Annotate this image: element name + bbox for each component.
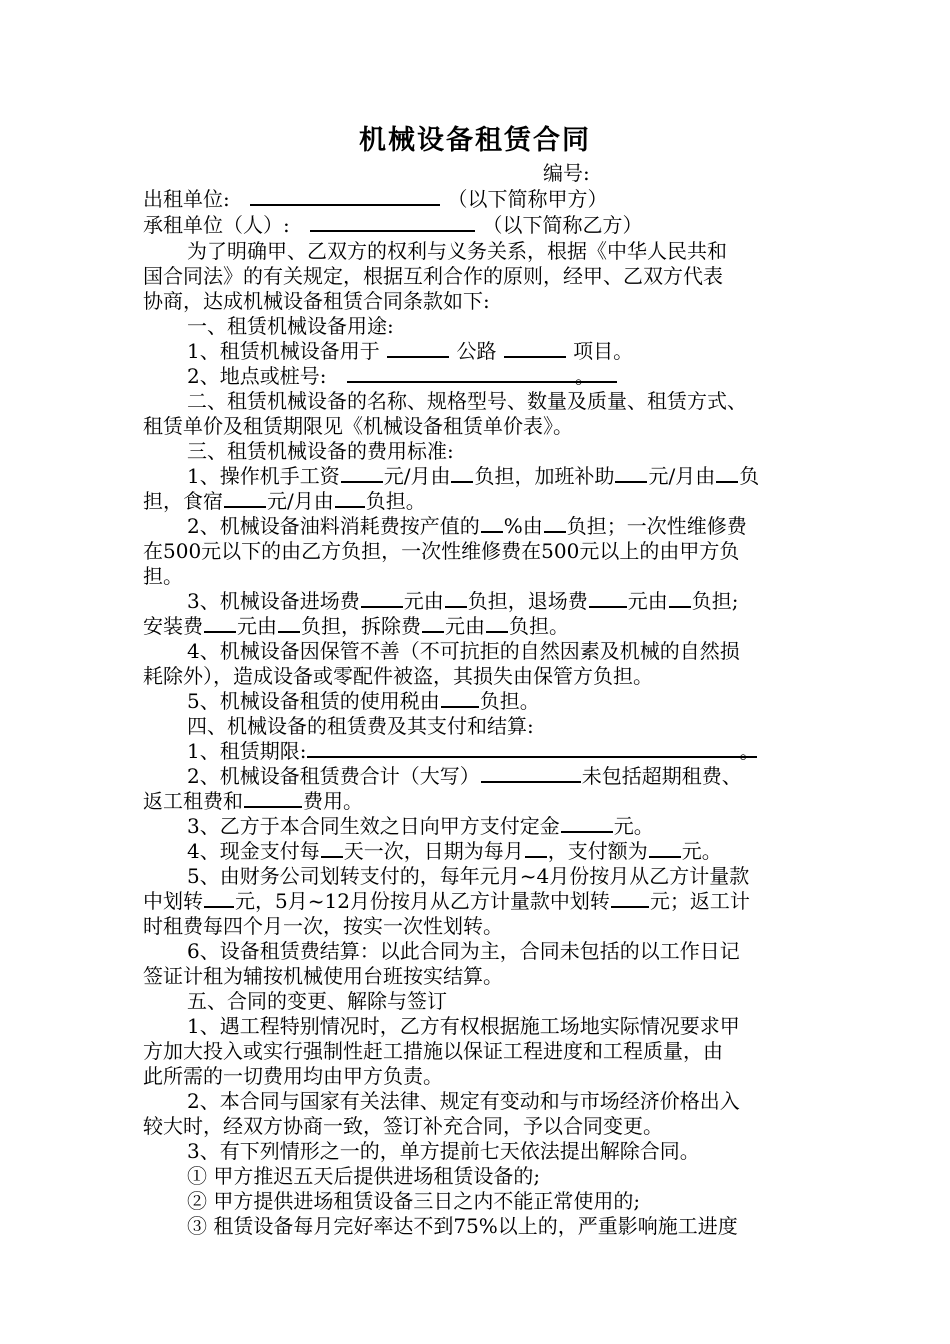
serial-number-label: 编号: — [543, 161, 590, 185]
clause-4-5-line-2 — [143, 888, 823, 914]
text: 元由 — [445, 614, 485, 638]
exit-payer-blank[interactable] — [669, 588, 691, 608]
text: 3、乙方于本合同生效之日向甲方支付定金 — [187, 814, 560, 838]
clause-1-2 — [143, 363, 867, 389]
clause-5-3-item-1: ① 甲方推迟五天后提供进场租赁设备的; — [187, 1164, 541, 1188]
tax-payer-blank[interactable] — [441, 688, 479, 708]
text: 3、机械设备进场费 — [187, 589, 360, 613]
text: 1、租赁期限: — [187, 739, 307, 763]
section-1-heading: 一、租赁机械设备用途: — [187, 314, 394, 338]
text: 负担; — [691, 589, 739, 613]
clause-3-5 — [143, 688, 867, 714]
clause-3-3-line-2 — [143, 613, 823, 639]
lessee-blank[interactable] — [310, 212, 475, 232]
clause-5-3: 3、有下列情形之一的，单方提前七天依法提出解除合同。 — [187, 1139, 700, 1163]
text: 天一次，日期为每月 — [343, 839, 524, 863]
entry-payer-blank[interactable] — [445, 588, 467, 608]
text: 元/月由 — [383, 464, 451, 488]
section-3-heading: 三、租赁机械设备的费用标准: — [187, 439, 454, 463]
clause-4-6-line-1: 6、设备租赁费结算：以此合同为主，合同未包括的以工作日记 — [187, 939, 740, 963]
text: 元由 — [627, 589, 668, 613]
removal-fee-blank[interactable] — [422, 613, 444, 633]
exit-fee-blank[interactable] — [589, 588, 627, 608]
text: 负 — [739, 464, 760, 488]
text: 返工租费和 — [143, 789, 243, 813]
pay-amount-blank[interactable] — [649, 838, 681, 858]
lease-term-blank[interactable] — [307, 738, 760, 763]
clause-5-3-item-2: ② 甲方提供进场租赁设备三日之内不能正常使用的; — [187, 1189, 641, 1213]
clause-4-1 — [143, 738, 867, 764]
project-label: 项目。 — [573, 339, 634, 363]
fuel-payer-blank[interactable] — [544, 513, 566, 533]
preamble-line-3: 协商，达成机械设备租赁合同条款如下: — [143, 289, 490, 313]
text: 负担。 — [479, 689, 540, 713]
lessor-label: 出租单位: — [143, 187, 230, 211]
pay-day-blank[interactable] — [525, 838, 547, 858]
clause-4-2-line-2 — [143, 788, 823, 814]
highway-label: 公路 — [456, 339, 497, 363]
text: 安装费 — [143, 614, 203, 638]
section-4-heading: 四、机械设备的租赁费及其支付和结算: — [187, 714, 534, 738]
clause-3-3-line-1 — [143, 588, 867, 614]
clause-3-2-line-3: 担。 — [143, 564, 183, 588]
clause-3-2-line-1 — [143, 513, 867, 539]
clause-4-3 — [143, 813, 867, 839]
text: 元由 — [403, 589, 444, 613]
text: 1、操作机手工资 — [187, 464, 340, 488]
overtime-blank[interactable] — [615, 463, 647, 483]
clause-1-1 — [143, 338, 867, 364]
clause-4-6-line-2: 签证计租为辅按机械使用台班按实结算。 — [143, 964, 503, 988]
clause-3-1-line-2 — [143, 488, 823, 514]
usage-blank[interactable] — [387, 338, 449, 358]
preamble-line-2: 国合同法》的有关规定，根据互利合作的原则，经甲、乙双方代表 — [143, 264, 723, 288]
text: 元。 — [613, 814, 654, 838]
rework-fee-blank[interactable] — [244, 788, 302, 808]
clause-3-2-line-2: 在500元以下的由乙方负担，一次性维修费在500元以上的由甲方负 — [143, 539, 740, 563]
text: 中划转 — [143, 889, 203, 913]
clause-5-3-item-3: ③ 租赁设备每月完好率达不到75%以上的，严重影响施工进度 — [187, 1214, 738, 1238]
text: 2、机械设备租赁费合计（大写） — [187, 764, 480, 788]
text: %由 — [503, 514, 543, 538]
text: 元/月由 — [648, 464, 716, 488]
text: 担，食宿 — [143, 489, 223, 513]
text: 元/月由 — [267, 489, 334, 513]
overtime-payer-blank[interactable] — [716, 463, 738, 483]
text: 4、现金支付每 — [187, 839, 320, 863]
clause-3-4-line-2: 耗除外），造成设备或零配件被盗，其损失由保管方负担。 — [143, 664, 653, 688]
clause-4-5-line-1: 5、由财务公司划转支付的，每年元月~4月份按月从乙方计量款 — [187, 864, 750, 888]
lessee-line — [143, 212, 823, 238]
text: 元由 — [237, 614, 277, 638]
pay-interval-blank[interactable] — [321, 838, 343, 858]
install-payer-blank[interactable] — [278, 613, 300, 633]
clause-4-4 — [143, 838, 867, 864]
lessor-alias: （以下简称甲方） — [447, 187, 608, 211]
lessor-line — [143, 186, 823, 212]
entry-fee-blank[interactable] — [361, 588, 403, 608]
clause-5-1-line-3: 此所需的一切费用均由甲方负责。 — [143, 1064, 443, 1088]
clause-4-2-line-1 — [143, 763, 867, 789]
location-label: 2、地点或桩号: — [187, 364, 327, 388]
fuel-percent-blank[interactable] — [481, 513, 503, 533]
transfer-2-blank[interactable] — [611, 888, 649, 908]
clause-5-1-line-1: 1、遇工程特别情况时，乙方有权根据施工场地实际情况要求甲 — [187, 1014, 740, 1038]
lessee-alias: （以下简称乙方） — [482, 213, 643, 237]
text: 负担，加班补助 — [474, 464, 615, 488]
clause-3-1-line-1 — [143, 463, 867, 489]
clause-1-1-text: 1、租赁机械设备用于 — [187, 339, 380, 363]
text: 负担，拆除费 — [301, 614, 421, 638]
text: 。 — [739, 739, 760, 763]
wage-blank[interactable] — [341, 463, 383, 483]
clause-5-2-line-2: 较大时，经双方协商一致，签订补充合同，予以合同变更。 — [143, 1114, 663, 1138]
text: 负担。 — [365, 489, 426, 513]
text: 元，5月~12月份按月从乙方计量款中划转 — [235, 889, 610, 913]
section-5-heading: 五、合同的变更、解除与签订 — [187, 989, 447, 1013]
clause-5-1-line-2: 方加大投入或实行强制性赶工措施以保证工程进度和工程质量，由 — [143, 1039, 723, 1063]
clause-3-4-line-1: 4、机械设备因保管不善（不可抗拒的自然因素及机械的自然损 — [187, 639, 740, 663]
location-period: 。 — [574, 364, 595, 388]
text: 元。 — [681, 839, 722, 863]
lessee-label: 承租单位（人）: — [143, 213, 290, 237]
section-2-line-1: 二、租赁机械设备的名称、规格型号、数量及质量、租赁方式、 — [187, 389, 747, 413]
text: ，支付额为 — [547, 839, 648, 863]
section-2-line-2: 租赁单价及租赁期限见《机械设备租赁单价表》。 — [143, 414, 573, 438]
highway-blank[interactable] — [504, 338, 566, 358]
location-blank[interactable] — [347, 363, 617, 388]
wage-payer-blank[interactable] — [451, 463, 473, 483]
preamble-line-1: 为了明确甲、乙双方的权利与义务关系，根据《中华人民共和 — [187, 239, 727, 263]
deposit-blank[interactable] — [561, 813, 613, 833]
text: 负担。 — [509, 614, 569, 638]
text: 负担；一次性维修费 — [566, 514, 747, 538]
lodging-blank[interactable] — [224, 488, 266, 508]
lodging-payer-blank[interactable] — [335, 488, 365, 508]
text: 费用。 — [303, 789, 363, 813]
text: 5、机械设备租赁的使用税由 — [187, 689, 440, 713]
lessor-blank[interactable] — [250, 186, 440, 206]
text: 元；返工计 — [649, 889, 750, 913]
text: 未包括超期租费、 — [581, 764, 742, 788]
clause-4-5-line-3: 时租费每四个月一次，按实一次性划转。 — [143, 914, 503, 938]
total-rent-blank[interactable] — [481, 763, 581, 783]
text: 2、机械设备油料消耗费按产值的 — [187, 514, 480, 538]
transfer-1-blank[interactable] — [204, 888, 234, 908]
document-title: 机械设备租赁合同 — [359, 125, 591, 156]
text: 负担，退场费 — [467, 589, 588, 613]
clause-5-2-line-1: 2、本合同与国家有关法律、规定有变动和与市场经济价格出入 — [187, 1089, 740, 1113]
install-fee-blank[interactable] — [204, 613, 236, 633]
serial-number-line — [143, 160, 950, 186]
removal-payer-blank[interactable] — [486, 613, 508, 633]
